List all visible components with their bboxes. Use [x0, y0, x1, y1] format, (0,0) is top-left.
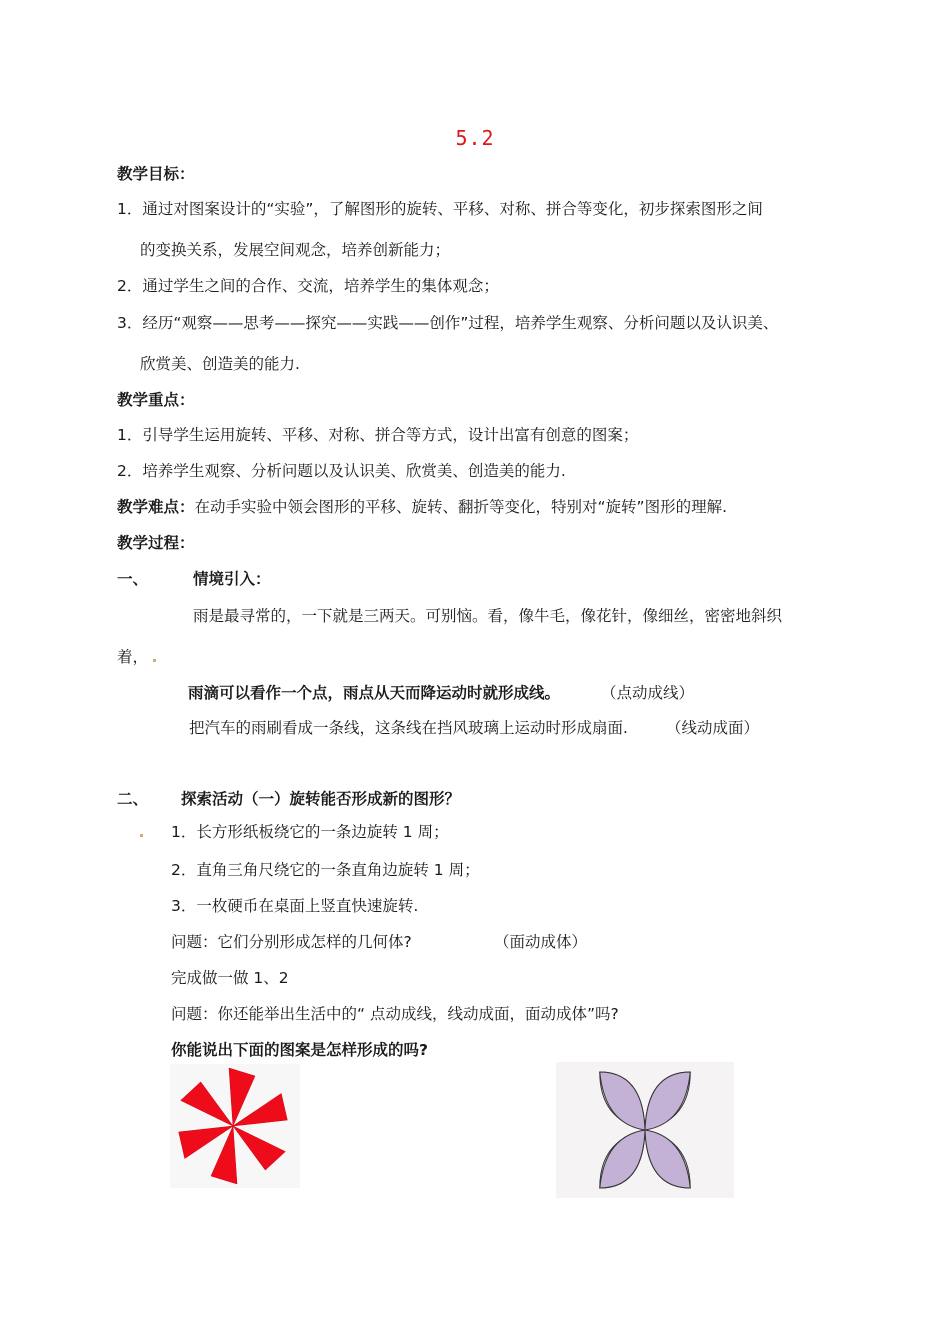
pinwheel-figure [170, 1064, 300, 1188]
section2-item-1-row [140, 822, 143, 842]
section1-number: 一、 [117, 570, 149, 588]
section2-number: 二、 [117, 790, 149, 808]
keypoint-1: 1．引导学生运用旋转、平移、对称、拼合等方式，设计出富有创意的图案； [117, 426, 639, 444]
objective-1: 1．通过对图案设计的“实验”，了解图形的旋转、平移、对称、拼合等变化，初步探索图形之间 [117, 200, 763, 218]
section1-line2: 把汽车的雨刷看成一条线，这条线在挡风玻璃上运动时形成扇面. [189, 719, 628, 737]
section2-question-1: 问题：它们分别形成怎样的几何体? [171, 933, 412, 951]
keypoint-2: 2．培养学生观察、分析问题以及认识美、欣赏美、创造美的能力. [117, 462, 566, 480]
section2-item-1: 1．长方形纸板绕它的一条边旋转 1 周； [171, 823, 449, 841]
difficulty-text: 在动手实验中领会图形的平移、旋转、翻折等变化，特别对“旋转”图形的理解. [194, 498, 728, 516]
process-heading: 教学过程： [117, 534, 195, 552]
petal-figure [556, 1062, 734, 1198]
section1-para-cont [117, 647, 156, 667]
section2-question-1-note: （面动成体） [494, 933, 588, 951]
section1-title: 情境引入： [193, 570, 271, 588]
section2-question-3: 你能说出下面的图案是怎样形成的吗? [171, 1041, 428, 1059]
objective-3-cont: 欣赏美、创造美的能力. [140, 355, 300, 373]
section2-item-3: 3．一枚硬币在桌面上竖直快速旋转. [171, 897, 419, 915]
objective-2: 2．通过学生之间的合作、交流，培养学生的集体观念； [117, 277, 499, 295]
section1-bold-note: （点动成线） [601, 684, 695, 702]
section1-bold-line: 雨滴可以看作一个点，雨点从天而降运动时就形成线。 [188, 684, 561, 702]
section1-line2-note: （线动成面） [666, 719, 760, 737]
decorative-dot [140, 834, 143, 837]
objective-1-cont: 的变换关系，发展空间观念，培养创新能力； [140, 241, 451, 259]
objective-3: 3．经历“观察——思考——探究——实践——创作”过程，培养学生观察、分析问题以及认识美、 [117, 314, 779, 332]
decorative-dot [153, 659, 156, 662]
objectives-heading: 教学目标： [117, 165, 195, 183]
section1-para: 雨是最寻常的，一下就是三两天。可别恼。看，像牛毛，像花针，像细丝，密密地斜织 [193, 607, 783, 625]
section2-task: 完成做一做 1、2 [171, 969, 289, 987]
difficulty-line [117, 497, 727, 517]
section2-title: 探索活动（一）旋转能否形成新的图形？ [181, 790, 461, 808]
section2-question-2: 问题：你还能举出生活中的“ 点动成线，线动成面，面动成体”吗? [171, 1005, 619, 1023]
section1-para-cont-text: 着， [117, 648, 149, 666]
difficulty-heading: 教学难点： [117, 498, 195, 516]
page-title: 5.2 [455, 126, 495, 150]
keypoints-heading: 教学重点： [117, 391, 195, 409]
section2-item-2: 2．直角三角尺绕它的一条直角边旋转 1 周； [171, 861, 480, 879]
